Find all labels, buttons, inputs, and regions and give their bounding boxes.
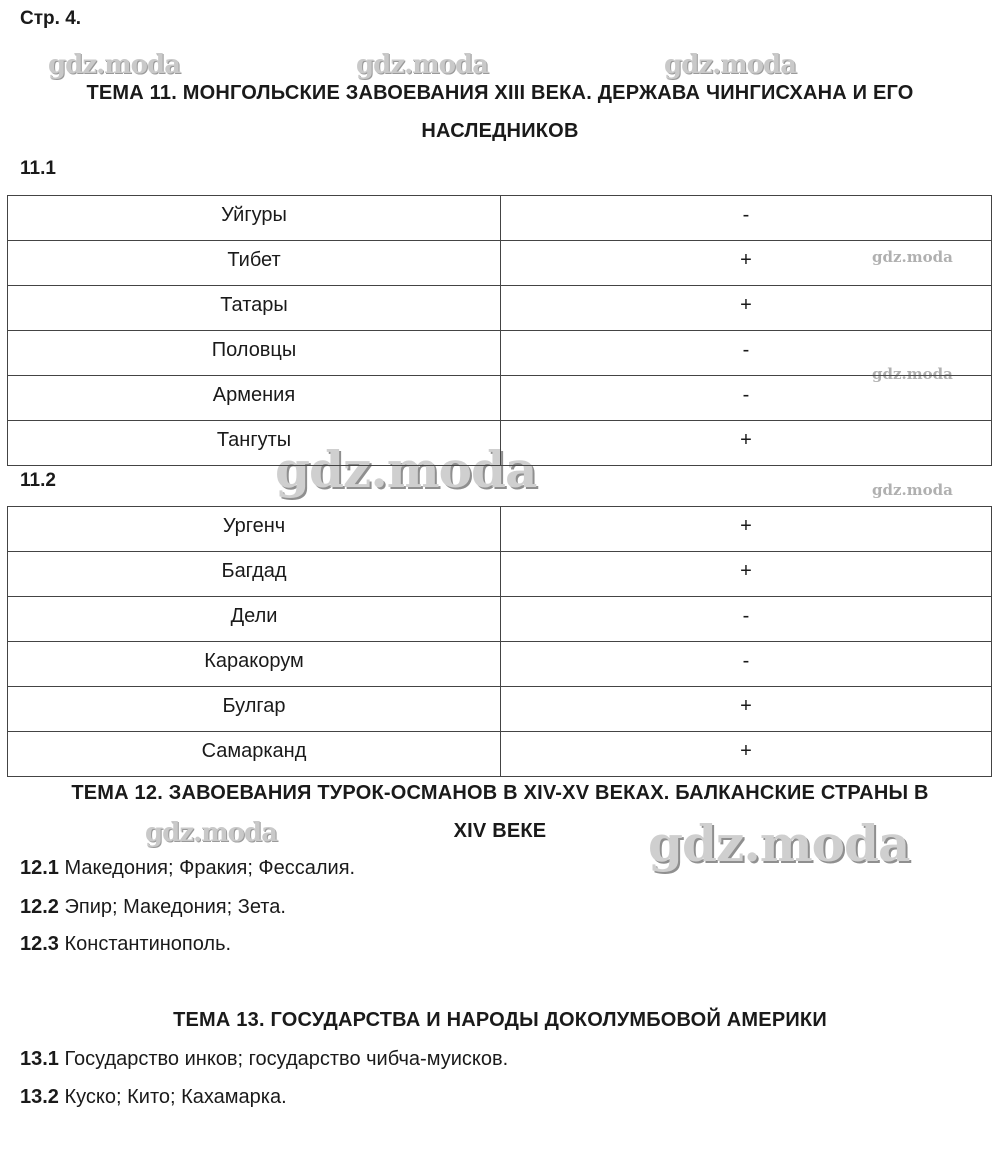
answer-line-12-2 — [20, 896, 286, 919]
table-row — [8, 687, 992, 732]
answer-number: 13.1 — [20, 1048, 59, 1070]
table-cell-name: Половцы — [8, 331, 501, 376]
table-row — [8, 552, 992, 597]
watermark-logo: gdz.moda — [872, 365, 953, 383]
table-cell-name: Татары — [8, 286, 501, 331]
answer-table-11-1 — [7, 195, 992, 466]
table-cell-mark: + — [501, 286, 992, 331]
table-cell-name: Ургенч — [8, 507, 501, 552]
table-cell-name: Армения — [8, 376, 501, 421]
table-row — [8, 597, 992, 642]
topic11-heading-line1: ТЕМА 11. МОНГОЛЬСКИЕ ЗАВОЕВАНИЯ XIII ВЕКА. ДЕРЖАВА ЧИНГИСХАНА И ЕГО — [86, 82, 914, 104]
answer-line-12-1 — [20, 857, 355, 880]
watermark-logo: gdz.moda — [145, 818, 278, 848]
table-cell-name: Багдад — [8, 552, 501, 597]
table-cell-name: Тангуты — [8, 421, 501, 466]
table-cell-mark: - — [501, 376, 992, 421]
table-cell-mark: + — [501, 732, 992, 777]
answer-text: Константинополь. — [64, 933, 232, 955]
table-row — [8, 286, 992, 331]
answer-line-13-2 — [20, 1086, 287, 1109]
topic13-heading: ТЕМА 13. ГОСУДАРСТВА И НАРОДЫ ДОКОЛУМБОВОЙ АМЕРИКИ — [173, 1009, 827, 1031]
answer-line-13-1 — [20, 1048, 508, 1071]
table-cell-mark: + — [501, 687, 992, 732]
watermark-logo: gdz.moda — [356, 50, 489, 80]
table-cell-mark: + — [501, 507, 992, 552]
topic12-heading-line1: ТЕМА 12. ЗАВОЕВАНИЯ ТУРОК-ОСМАНОВ В XIV-XV ВЕКАХ. БАЛКАНСКИЕ СТРАНЫ В — [71, 782, 929, 804]
answer-table-11-2 — [7, 506, 992, 777]
watermark-logo: gdz.moda — [872, 481, 953, 499]
answer-number: 12.1 — [20, 857, 59, 879]
watermark-logo: gdz.moda — [648, 814, 910, 873]
topic12-heading-line2: XIV ВЕКЕ — [453, 820, 547, 842]
page-label: Стр. 4. — [20, 8, 82, 29]
table-cell-name: Дели — [8, 597, 501, 642]
watermark-logo: gdz.moda — [872, 248, 953, 266]
table-row — [8, 331, 992, 376]
answer-text: Государство инков; государство чибча-муисков. — [64, 1048, 509, 1070]
table-cell-name: Тибет — [8, 241, 501, 286]
table-cell-mark: + — [501, 552, 992, 597]
answer-number: 13.2 — [20, 1086, 59, 1108]
watermark-logo: gdz.moda — [664, 50, 797, 80]
table-row — [8, 421, 992, 466]
table-row — [8, 642, 992, 687]
table-row — [8, 196, 992, 241]
table-cell-mark: - — [501, 642, 992, 687]
answer-number: 12.2 — [20, 896, 59, 918]
table-cell-name: Булгар — [8, 687, 501, 732]
table-row — [8, 507, 992, 552]
table-row — [8, 376, 992, 421]
section-number-11-2: 11.2 — [20, 470, 56, 491]
table-cell-name: Каракорум — [8, 642, 501, 687]
topic11-heading-line2: НАСЛЕДНИКОВ — [421, 120, 579, 142]
answer-number: 12.3 — [20, 933, 59, 955]
answer-line-12-3 — [20, 933, 231, 956]
table-row — [8, 241, 992, 286]
section-number-11-1: 11.1 — [20, 158, 56, 179]
table-cell-mark: + — [501, 241, 992, 286]
answer-text: Эпир; Македония; Зета. — [64, 896, 286, 918]
table-cell-mark: - — [501, 331, 992, 376]
table-cell-mark: - — [501, 196, 992, 241]
watermark-logo: gdz.moda — [275, 440, 537, 499]
table-cell-name: Самарканд — [8, 732, 501, 777]
watermark-logo: gdz.moda — [48, 50, 181, 80]
answer-text: Куско; Кито; Кахамарка. — [64, 1086, 287, 1108]
table-row — [8, 732, 992, 777]
table-cell-mark: - — [501, 597, 992, 642]
answer-text: Македония; Фракия; Фессалия. — [64, 857, 356, 879]
table-cell-name: Уйгуры — [8, 196, 501, 241]
table-cell-mark: + — [501, 421, 992, 466]
